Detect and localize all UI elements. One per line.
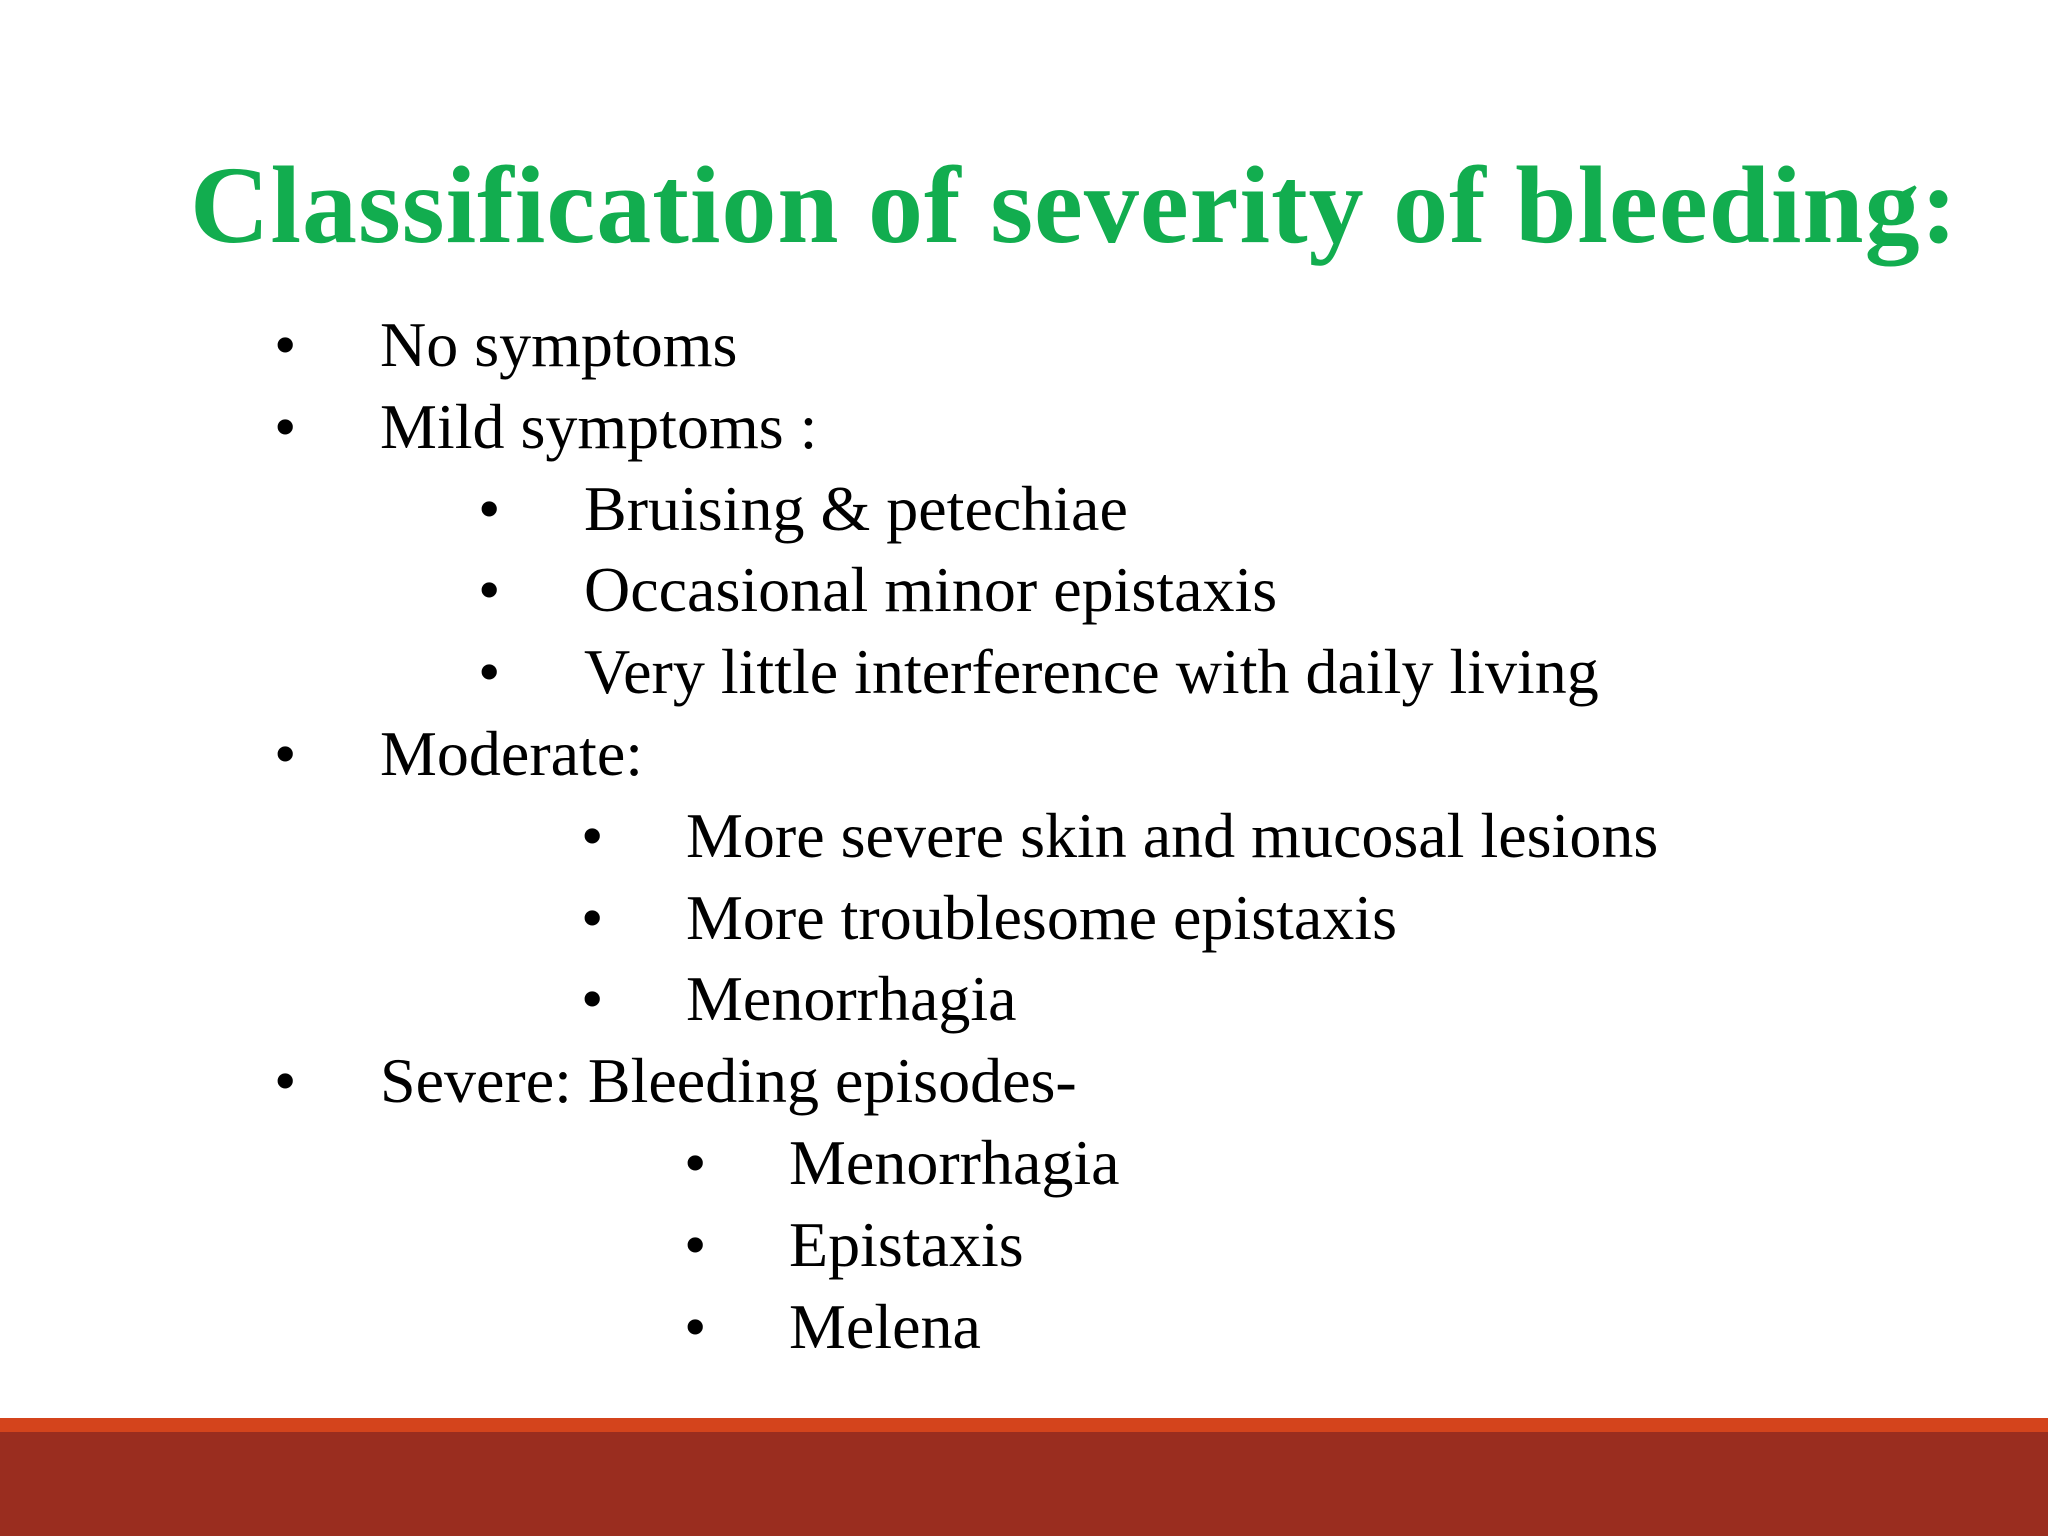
bullet-icon: • xyxy=(581,881,604,953)
slide-title: Classification of severity of bleeding: xyxy=(190,144,1959,266)
bullet-icon: • xyxy=(274,390,297,462)
list-item xyxy=(0,468,2048,550)
footer-bar xyxy=(0,1432,2048,1536)
bullet-icon: • xyxy=(684,1126,707,1198)
list-item-text: No symptoms xyxy=(380,309,738,380)
list-item xyxy=(0,386,2048,468)
bullet-icon: • xyxy=(581,963,604,1035)
list-item-text: Menorrhagia xyxy=(686,963,1017,1035)
list-item-text: Bruising & petechiae xyxy=(584,472,1128,544)
list-item xyxy=(0,958,2048,1040)
list-item xyxy=(0,795,2048,877)
list-item-text: Melena xyxy=(789,1290,981,1362)
list-item-text: More troublesome epistaxis xyxy=(686,881,1397,953)
bullet-list xyxy=(0,304,2048,1367)
list-item xyxy=(0,304,2048,386)
list-item xyxy=(0,549,2048,631)
list-item-text: Occasional minor epistaxis xyxy=(584,554,1278,626)
footer-accent-line xyxy=(0,1418,2048,1432)
list-item xyxy=(0,877,2048,959)
list-item xyxy=(0,713,2048,795)
list-item-text: Severe: Bleeding episodes- xyxy=(380,1045,1077,1117)
bullet-icon: • xyxy=(274,717,297,789)
list-item-text: Mild symptoms : xyxy=(380,390,818,462)
list-item-text: Menorrhagia xyxy=(789,1126,1120,1198)
bullet-icon: • xyxy=(478,554,501,626)
list-item-text: Very little interference with daily living xyxy=(584,636,1599,708)
bullet-icon: • xyxy=(274,309,297,380)
list-item xyxy=(0,1286,2048,1368)
list-item-text: Moderate: xyxy=(380,717,643,789)
list-item-text: More severe skin and mucosal lesions xyxy=(686,799,1659,871)
list-item xyxy=(0,1122,2048,1204)
list-item xyxy=(0,1204,2048,1286)
bullet-icon: • xyxy=(274,1045,297,1117)
list-item-text: Epistaxis xyxy=(789,1208,1024,1280)
list-item xyxy=(0,631,2048,713)
bullet-icon: • xyxy=(684,1208,707,1280)
bullet-icon: • xyxy=(684,1290,707,1362)
bullet-icon: • xyxy=(478,472,501,544)
bullet-icon: • xyxy=(478,636,501,708)
list-item xyxy=(0,1040,2048,1122)
bullet-icon: • xyxy=(581,799,604,871)
